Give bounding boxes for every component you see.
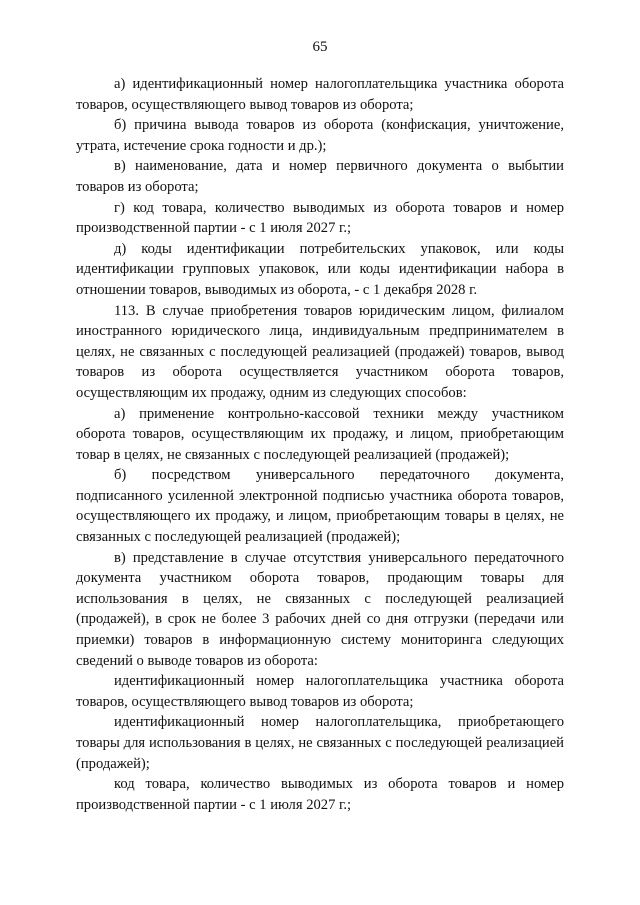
paragraph-d-identification-codes: д) коды идентификации потребительских упаковок, или коды идентификации групповых упаковок, или коды идентификации набора в отношении товаров, выводимых из оборота, - с 1 декабря 2028 г. [76,240,564,298]
paragraph-g-product-code: г) код товара, количество выводимых из оборота товаров и номер производственной партии - с 1 июля 2027 г.; [76,199,564,237]
paragraph-b-withdrawal-reason: б) причина вывода товаров из оборота (конфискация, уничтожение, утрата, истечение срока годности и др.); [76,117,564,154]
paragraph-a-taxpayer-id: а) идентификационный номер налогоплательщика участника оборота товаров, осуществляющего вывод товаров из оборота; [76,76,564,113]
document-body [76,74,564,815]
paragraph-seller-taxpayer-id: идентификационный номер налогоплательщика участника оборота товаров, осуществляющего вывод товаров из оборота; [76,673,564,710]
paragraph-113: 113. В случае приобретения товаров юридическим лицом, филиалом иностранного юридического лица, индивидуальным предпринимателем в целях, не связанных с последующей реализацией (продажей) товаров, вывод товаров из оборота осуществляется участником оборота товаров, осуществляющим их продажу, одним из следующих способов: [76,302,564,401]
paragraph-113-a-cash-register: а) применение контрольно-кассовой техники между участником оборота товаров, осуществляющим их продажу, и лицом, приобретающим товар в целях, не связанных с последующей реализацией (продажей); [76,405,564,463]
page-number: 65 [312,39,328,55]
paragraph-buyer-taxpayer-id: идентификационный номер налогоплательщика, приобретающего товары для использования в целях, не связанных с последующей реализацией (продажей); [76,714,564,772]
paragraph-113-b-transfer-document: б) посредством универсального передаточного документа, подписанного усиленной электронной подписью участника оборота товаров, осуществляющего их продажу, и лицом, приобретающим товары в целях, не связанных с последующей реализацией (продажей); [76,467,564,546]
paragraph-113-v-monitoring-system: в) представление в случае отсутствия универсального передаточного документа участником оборота товаров, продающим товары для использования в целях, не связанных с последующей реализацией (продажей), в срок не более 3 рабочих дней со дня отгрузки (передачи или приемки) товаров в информационную систему мониторинга следующих сведений о выводе товаров из оборота: [76,549,564,669]
paragraph-v-primary-document: в) наименование, дата и номер первичного документа о выбытии товаров из оборота; [76,158,564,195]
paragraph-product-code-batch: код товара, количество выводимых из оборота товаров и номер производственной партии - с 1 июля 2027 г.; [76,776,564,813]
